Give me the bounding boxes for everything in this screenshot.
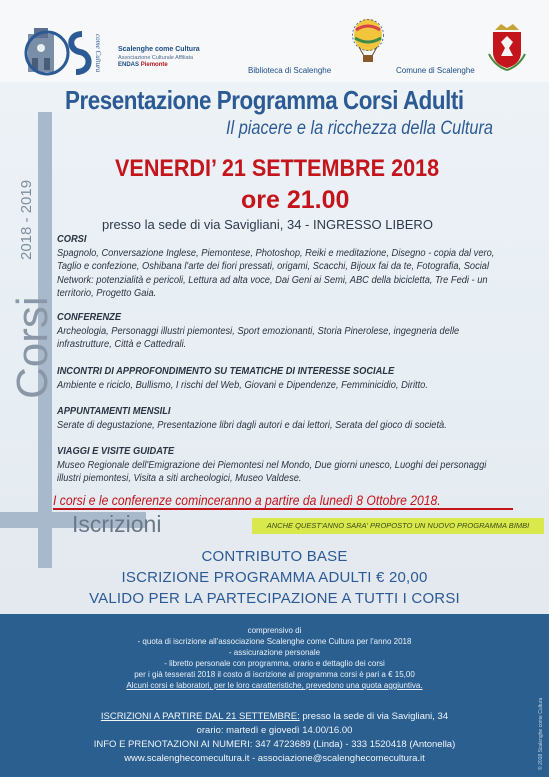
footer-web[interactable]: www.scalenghecomecultura.it - associazione@scalenghecomecultura.it (124, 753, 425, 764)
section-text: Spagnolo, Conversazione Inglese, Piemontese, Photoshop, Reiki e meditazione, Disegno - copia dal vero, Taglio e confezione, Oshibana l'arte dei fiori pressati, origami, Scacchi, Bijoux fai da te, Fotografia, Social Network: potenzialità e pericoli, Lettura ad alta voce, Dai Geni ai Semi, ABC della bicicletta, Tre Fedi - un territorio, Progetto Gaia. (57, 247, 495, 299)
section-text: Serate di degustazione, Presentazione libri dagli autori e dai lettori, Serata del gioco di società. (57, 419, 447, 431)
section-text: Ambiente e riciclo, Bullismo, I rischi del Web, Giovani e Dipendenze, Femminicidio, Diritto. (57, 379, 428, 391)
endas-name: ENDAS (118, 62, 140, 68)
contributo-line-1: CONTRIBUTO BASE (201, 548, 348, 565)
registration-place: presso la sede di via Savigliani, 34 (299, 711, 449, 722)
balloon-logo-icon (347, 18, 389, 66)
footer-hours: orario: martedì e giovedì 14.00/16.00 (196, 725, 353, 736)
registration-date: ISCRIZIONI A PARTIRE DAL 21 SETTEMBRE: (100, 711, 300, 722)
header (0, 0, 549, 82)
municipal-crest-icon (487, 20, 527, 72)
footer-line: - assicurazione personale (228, 648, 321, 657)
footer (0, 614, 549, 777)
footer-line: - quota di iscrizione all'associazione Scalenghe come Cultura per l'anno 2018 (137, 637, 412, 646)
endas-label (118, 62, 168, 68)
section-title: VIAGGI E VISITE GUIDATE (57, 446, 175, 457)
section-title: INCONTRI DI APPROFONDIMENTO SU TEMATICHE DI INTERESSE SOCIALE (57, 366, 395, 377)
start-note-underline (53, 508, 513, 510)
section-title: CONFERENZE (57, 312, 122, 323)
section-corsi (57, 233, 502, 301)
endas-region: Piemonte (140, 62, 168, 68)
section-text: Archeologia, Personaggi illustri piemontesi, Sport emozionanti, Storia Pinerolese, ingegneria delle infrastrutture, Città e Cattedrali. (57, 325, 460, 350)
logo-text: come Cultura (94, 34, 102, 73)
event-venue (102, 217, 433, 232)
footer-phones: INFO E PRENOTAZIONI AI NUMERI: 347 4723689 (Linda) - 333 1520418 (Antonella) (93, 739, 456, 750)
event-date: VENERDI’ 21 SETTEMBRE 2018 (115, 155, 440, 182)
vertical-years: 2018 - 2019 (18, 179, 35, 260)
start-note: I corsi e le conferenze cominceranno a partire da lunedì 8 Ottobre 2018. (53, 493, 441, 508)
bimbi-banner: ANCHE QUEST'ANNO SARA' PROPOSTO UN NUOVO PROGRAMMA BIMBI (252, 518, 544, 534)
library-label: Biblioteca di Scalenghe (248, 66, 332, 75)
section-text: Museo Regionale dell'Emigrazione dei Piemontesi nel Mondo, Due giorni unesco, Luoghi dei personaggi illustri piemontesi, Visita a siti archeologici, Museo Valdese. (57, 459, 487, 484)
contributo-line-2: ISCRIZIONE PROGRAMMA ADULTI € 20,00 (121, 569, 428, 586)
venue-text: presso la sede di via Savigliani, 34 - (102, 217, 314, 232)
venue-free-entry: INGRESSO LIBERO (313, 217, 433, 232)
footer-line: per i già tesserati 2018 il costo di iscrizione al programma corsi è pari a € 15,00 (134, 670, 415, 679)
os-logo-icon (24, 26, 119, 76)
section-conferenze (57, 311, 502, 352)
section-title: CORSI (57, 234, 87, 245)
event-time: ore 21.00 (241, 186, 350, 214)
page-title: Presentazione Programma Corsi Adulti (65, 85, 464, 115)
association-name: Scalenghe come Cultura (118, 46, 200, 53)
section-viaggi (57, 445, 502, 486)
section-appuntamenti (57, 405, 502, 432)
page-subtitle: Il piacere e la ricchezza della Cultura (226, 118, 494, 139)
footer-line: comprensivo di (247, 626, 302, 635)
section-title: APPUNTAMENTI MENSILI (57, 406, 171, 417)
iscrizioni-heading: Iscrizioni (72, 511, 162, 537)
association-subtitle: Associazione Culturale Affiliata (118, 55, 194, 61)
footer-line: Alcuni corsi e laboratori, per le loro caratteristiche, prevedono una quota aggiuntiva. (126, 681, 423, 690)
footer-line: - libretto personale con programma, orario e dettaglio dei corsi (164, 659, 385, 668)
copyright: © 2018 Scalenghe come Cultura (538, 697, 544, 770)
municipality-label: Comune di Scalenghe (396, 66, 475, 75)
footer-registration (0, 711, 549, 722)
section-incontri (57, 365, 502, 392)
contributo-line-3: VALIDO PER LA PARTECIPAZIONE A TUTTI I CORSI (89, 590, 460, 607)
vertical-corsi: Corsi (8, 296, 57, 399)
